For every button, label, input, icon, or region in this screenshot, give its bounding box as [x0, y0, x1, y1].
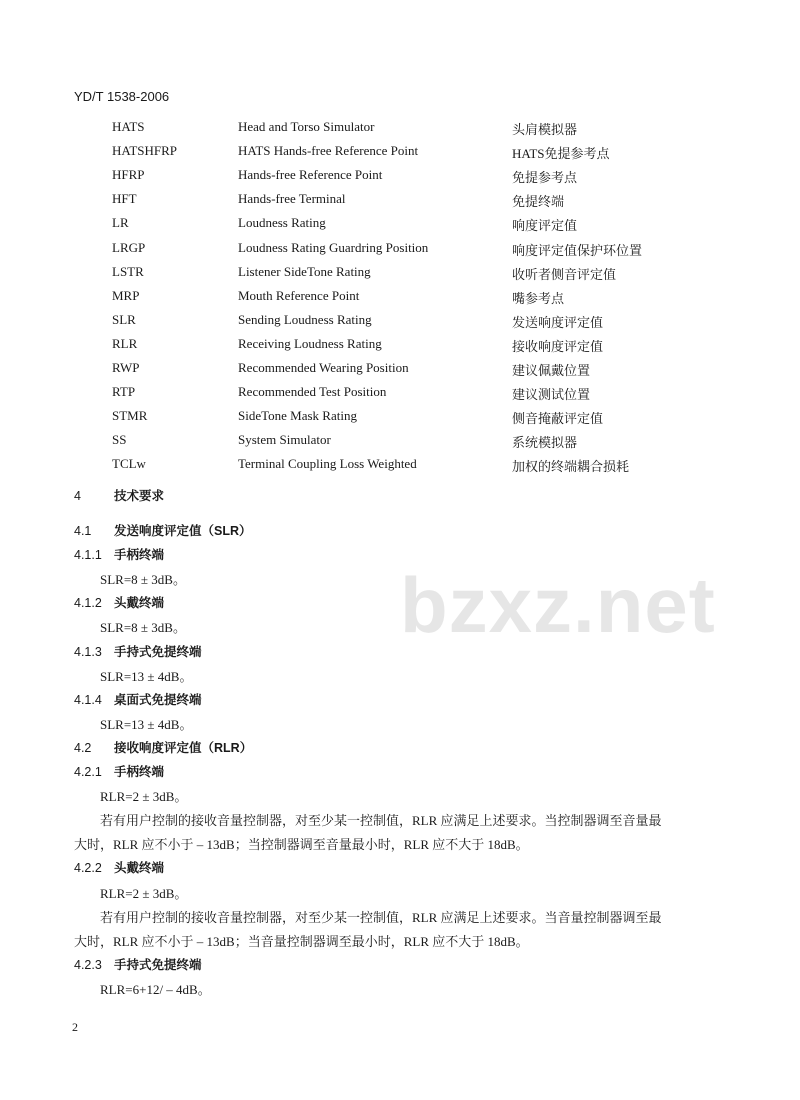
chinese-term: 侧音掩蔽评定值: [512, 411, 604, 427]
chinese-term: 响度评定值保护环位置: [512, 242, 643, 258]
section-number: 4.2.3: [74, 957, 102, 972]
abbreviation-row: [0, 336, 800, 356]
english-term: Hands-free Reference Point: [238, 167, 383, 183]
requirement-value: SLR=8 ± 3dB。: [100, 572, 186, 588]
english-term: Head and Torso Simulator: [238, 119, 375, 134]
section-number: 4.2: [74, 740, 92, 755]
abbreviation-row: [0, 264, 800, 284]
section-heading: [74, 738, 252, 756]
abbreviation: LR: [112, 215, 129, 231]
english-term: Receiving Loudness Rating: [238, 335, 382, 351]
chinese-term: 建议佩戴位置: [512, 363, 591, 378]
chinese-term: 系统模拟器: [512, 435, 578, 451]
english-term: Recommended Test Position: [238, 384, 387, 400]
watermark: bzxz.net: [400, 561, 716, 649]
chinese-term: 建议测试位置: [512, 387, 591, 403]
paragraph-line: 大时，RLR 应不小于 – 13dB；当控制器调至音量最小时，RLR 应不大于 18dB。: [74, 837, 529, 853]
section-title: 头戴终端: [114, 596, 165, 611]
paragraph-line: 大时，RLR 应不小于 – 13dB；当音量控制器调至最小时，RLR 应不大于 18dB。: [74, 933, 529, 949]
section-number: 4.1.1: [74, 548, 102, 563]
section-title: 发送响度评定值（SLR）: [114, 524, 252, 538]
abbreviation: LSTR: [112, 263, 144, 279]
section-heading: [74, 521, 252, 539]
section-number: 4.1.2: [74, 596, 102, 611]
paragraph-line: 若有用户控制的接收音量控制器，对至少某一控制值，RLR 应满足上述要求。当音量控制器调至最: [100, 909, 662, 925]
section-title: 接收响度评定值（RLR）: [114, 740, 253, 755]
english-term: Terminal Coupling Loss Weighted: [238, 456, 417, 472]
abbreviation: HFRP: [112, 167, 145, 183]
section-title: 手柄终端: [114, 548, 165, 563]
abbreviation-row: [0, 191, 800, 211]
section-heading: [74, 486, 164, 504]
section-heading: [74, 858, 164, 876]
english-term: Loudness Rating: [238, 215, 326, 231]
chinese-term: 发送响度评定值: [512, 314, 604, 330]
abbreviation-row: [0, 360, 800, 380]
requirement-value: SLR=8 ± 3dB。: [100, 620, 186, 636]
chinese-term: 头肩模拟器: [512, 122, 578, 137]
section-title: 桌面式免提终端: [114, 692, 202, 707]
section-title: 手持式免提终端: [114, 644, 202, 659]
requirement-value: SLR=13 ± 4dB。: [100, 668, 193, 684]
abbreviation-row: [0, 240, 800, 260]
section-title: 手持式免提终端: [114, 957, 202, 972]
section-title: 手柄终端: [114, 765, 165, 779]
abbreviation: RTP: [112, 384, 136, 400]
english-term: Mouth Reference Point: [238, 287, 360, 303]
page-number: 2: [72, 1020, 78, 1034]
chinese-term: 免提终端: [512, 194, 565, 210]
requirement-value: RLR=6+12/ – 4dB。: [100, 981, 211, 997]
english-term: Recommended Wearing Position: [238, 360, 409, 375]
abbreviation: HATS: [112, 119, 145, 134]
section-number: 4.1.3: [74, 644, 102, 659]
chinese-term: 接收响度评定值: [512, 338, 604, 354]
requirement-value: RLR=2 ± 3dB。: [100, 885, 188, 901]
section-number: 4.1: [74, 524, 92, 538]
section-heading: [74, 593, 164, 611]
section-heading: [74, 545, 164, 563]
section-heading: [74, 642, 202, 660]
standard-number-header: YD/T 1538-2006: [74, 89, 170, 104]
section-heading: [74, 762, 164, 780]
abbreviation: LRGP: [112, 239, 146, 255]
section-number: 4: [74, 489, 81, 503]
abbreviation: RLR: [112, 335, 138, 351]
chinese-term: 免提参考点: [512, 170, 578, 186]
english-term: Hands-free Terminal: [238, 191, 346, 207]
abbreviation-row: [0, 432, 800, 452]
abbreviation-row: [0, 288, 800, 308]
abbreviation: SLR: [112, 311, 136, 327]
abbreviation-row: [0, 143, 800, 163]
requirement-value: SLR=13 ± 4dB。: [100, 716, 193, 732]
abbreviation-row: [0, 312, 800, 332]
abbreviation-row: [0, 456, 800, 476]
english-term: HATS Hands-free Reference Point: [238, 143, 419, 159]
abbreviation-row: [0, 119, 800, 139]
abbreviation: SS: [112, 432, 127, 448]
english-term: Loudness Rating Guardring Position: [238, 239, 429, 255]
abbreviation-row: [0, 215, 800, 235]
requirement-value: RLR=2 ± 3dB。: [100, 789, 188, 805]
abbreviation: HATSHFRP: [112, 143, 178, 159]
chinese-term: 加权的终端耦合损耗: [512, 459, 630, 475]
english-term: Sending Loudness Rating: [238, 311, 372, 327]
chinese-term: 响度评定值: [512, 218, 578, 234]
abbreviation-row: [0, 408, 800, 428]
abbreviation: STMR: [112, 408, 148, 424]
paragraph-line: 若有用户控制的接收音量控制器，对至少某一控制值，RLR 应满足上述要求。当控制器调至音量最: [100, 813, 662, 829]
section-number: 4.1.4: [74, 692, 102, 707]
section-number: 4.2.2: [74, 861, 102, 876]
section-heading: [74, 690, 202, 708]
abbreviation: TCLw: [112, 456, 146, 472]
english-term: Listener SideTone Rating: [238, 263, 371, 279]
chinese-term: 收听者侧音评定值: [512, 266, 617, 282]
abbreviation: HFT: [112, 191, 137, 207]
chinese-term: 嘴参考点: [512, 290, 565, 306]
section-title: 头戴终端: [114, 861, 165, 876]
section-heading: [74, 955, 202, 973]
abbreviation: MRP: [112, 287, 140, 303]
section-title: 技术要求: [114, 489, 165, 503]
abbreviation: RWP: [112, 360, 140, 375]
section-number: 4.2.1: [74, 765, 102, 779]
chinese-term: HATS免提参考点: [512, 146, 610, 162]
abbreviation-row: [0, 384, 800, 404]
english-term: System Simulator: [238, 432, 331, 448]
english-term: SideTone Mask Rating: [238, 408, 357, 424]
abbreviation-row: [0, 167, 800, 187]
